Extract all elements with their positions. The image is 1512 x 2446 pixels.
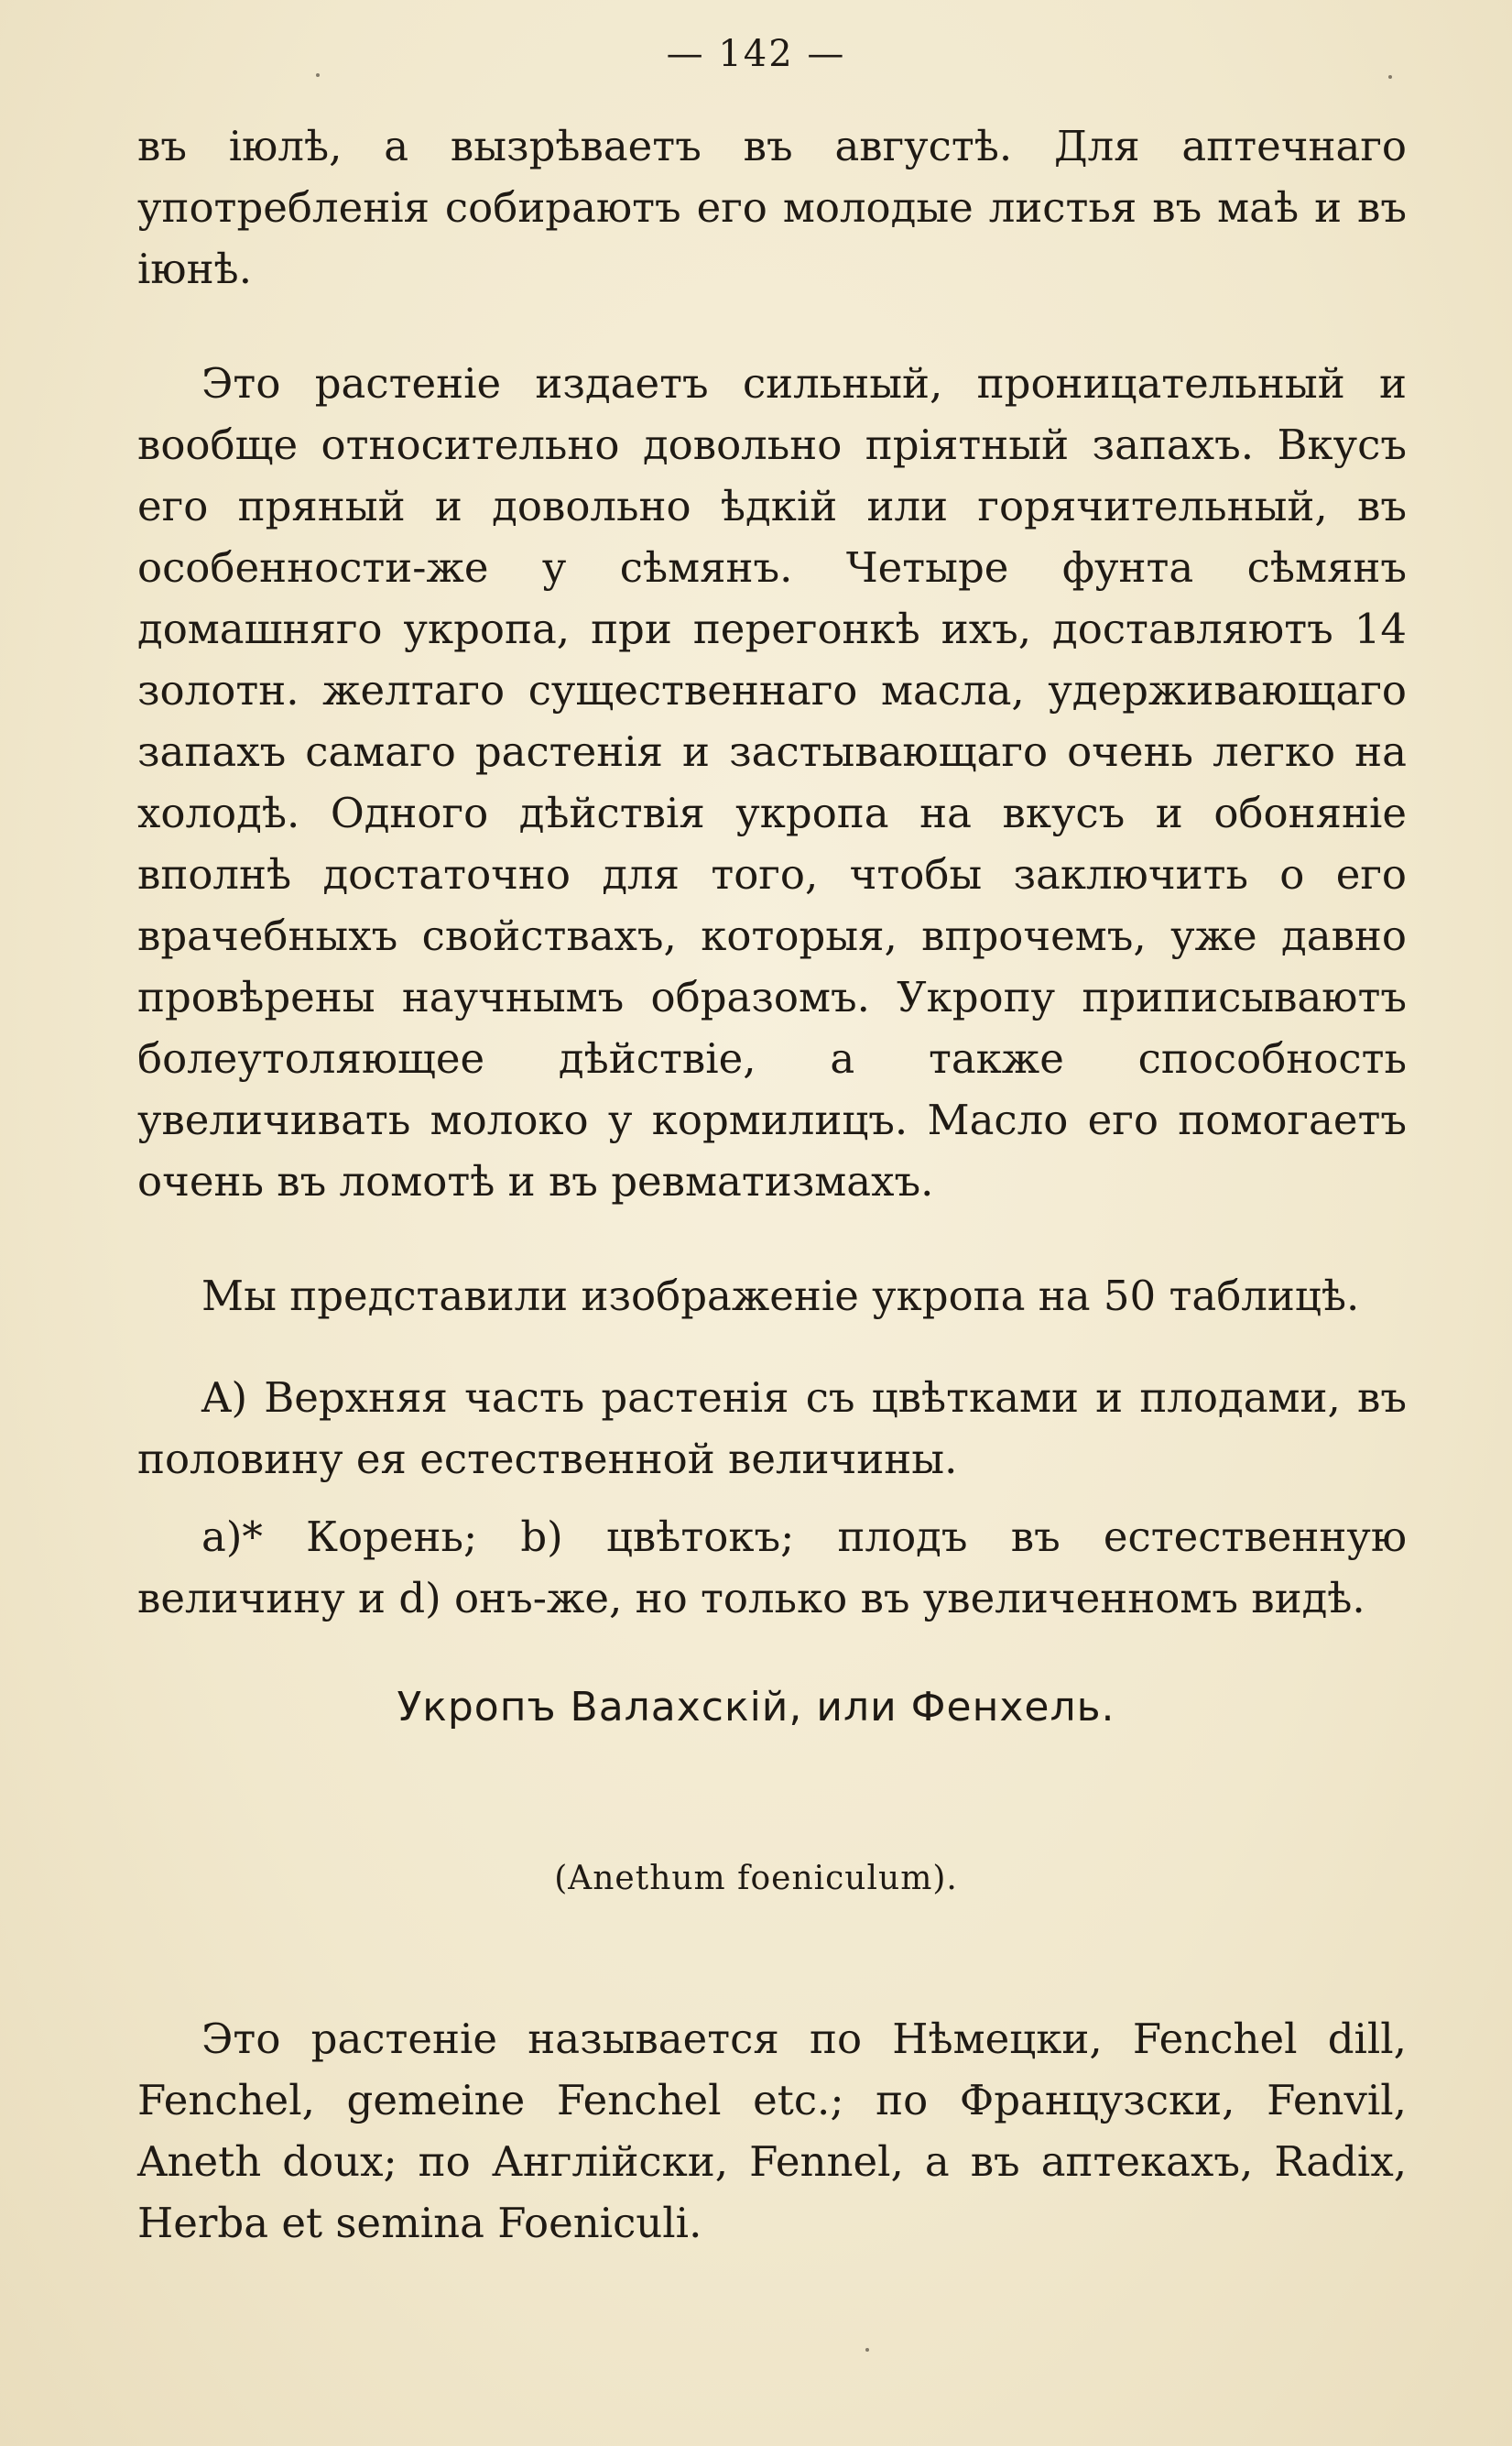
lower-text-block <box>137 2008 1407 2254</box>
paragraph-figure-a: A) Верхняя часть растенія съ цвѣтками и плодами, въ половину ея естественной величины. <box>137 1373 1407 1483</box>
paper-speck <box>1388 75 1392 79</box>
paragraph-description: Это растеніе издаетъ сильный, проницательный и вообще относительно довольно пріятный запахъ. Вкусъ его пряный и довольно ѣдкій или горячительный, въ особенности-же у сѣмянъ. Четыре фунта сѣмянъ домашняго укропа, при перегонкѣ ихъ, доставляютъ 14 золотн. желтаго существеннаго масла, удерживающаго запахъ самаго растенія и застывающаго очень легко на холодѣ. Одного дѣйствія укропа на вкусъ и обоняніе вполнѣ достаточно для того, чтобы заключить о его врачебныхъ свойствахъ, которыя, впрочемъ, уже давно провѣрены научнымъ образомъ. Укропу приписываютъ болеутоляющее дѣйствіе, а также способность увеличивать молоко у кормилицъ. Масло его помогаетъ очень въ ломотѣ и въ ревматизмахъ. <box>137 359 1407 1206</box>
latin-name: (Anethum foeniculum). <box>554 1860 958 1897</box>
paragraph-continuation: въ іюлѣ, а вызрѣваетъ въ августѣ. Для аптечнаго употребленія собираютъ его молодые листья въ маѣ и въ іюнѣ. <box>137 122 1407 293</box>
paper-speck <box>865 2348 869 2352</box>
paragraph-names: Это растеніе называется по Нѣмецки, Fenchel dill, Fenchel, gemeine Fenchel etc.; по Французски, Fenvil, Aneth doux; по Англійски, Fennel, а въ аптекахъ, Radix, Herba et semina Foeniculi. <box>137 2015 1407 2247</box>
section-title: Укропъ Валахскій, или Фенхель. <box>397 1684 1115 1731</box>
page-number: — 142 — <box>666 33 846 75</box>
paper-speck <box>316 73 320 77</box>
paragraph-figure-details: a)* Корень; b) цвѣтокъ; плодъ въ естественную величину и d) онъ-же, но только въ увеличенномъ видѣ. <box>137 1512 1407 1622</box>
upper-text-block <box>137 115 1407 1629</box>
paragraph-plate-reference: Мы представили изображеніе укропа на 50 таблицѣ. <box>201 1272 1360 1320</box>
